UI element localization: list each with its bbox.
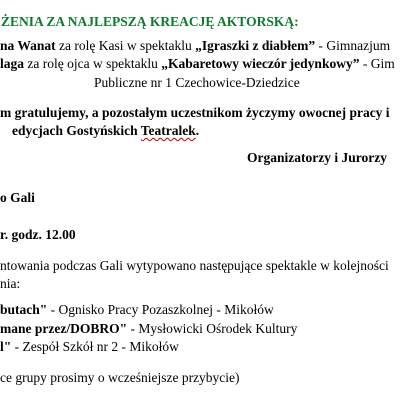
award-entry-1 [0,38,390,54]
performance-item-2 [0,321,297,337]
congrats-line-1: m gratulujemy, a pozostałym uczestnikom życzymy owocnej pracy i [0,105,390,120]
gala-description-line-2: nia: [0,276,21,291]
performance-title: mane przez/DOBRO" [0,321,128,336]
performance-item-3 [0,339,179,355]
signature: Organizatorzy i Jurorzy [247,150,387,165]
performance-details: - Zespół Szkół nr 2 - Mikołów [11,339,179,354]
spellcheck-word: Teatralek [140,123,196,138]
award-entry-2-name: laga [0,56,25,71]
gala-description-line-1: ntowania podczas Gali wytypowano następujące spektakle w kolejności [0,258,389,273]
award-entry-2-text: za rolę ojca w spektaklu [24,56,162,71]
performance-title: butach" [0,302,48,317]
gala-time: r. godz. 12.00 [0,227,76,242]
award-entry-1-school: - Gimnazjum [315,38,391,53]
award-entry-1-play: „Igraszki z diabłem” [195,38,316,53]
congrats-line-2-end: . [195,123,200,138]
congrats-line-2-text: edycjach Gostyńskich [12,123,141,138]
performance-details: - Ognisko Pracy Pozaszkolnej - Mikołów [47,302,274,317]
award-entry-1-text: za rolę Kasi w spektaklu [55,38,196,53]
awards-heading: ŻENIA ZA NAJLEPSZĄ KREACJĘ AKTORSKĄ: [1,14,299,29]
performance-title: l" [0,339,12,354]
award-entry-2-play: „Kabaretowy wieczór jedynkowy” [161,56,360,71]
congrats-line-2 [12,123,199,139]
award-entry-2-continuation: Publiczne nr 1 Czechowice-Dziedzice [94,75,300,90]
award-entry-2 [0,56,395,72]
performance-item-1 [0,302,274,318]
award-entry-1-name: na Wanat [0,38,56,53]
gala-heading: o Gali [0,190,35,205]
award-entry-2-school: - Gim [359,56,395,71]
gala-note: ce grupy prosimy o wcześniejsze przybycie) [0,370,240,385]
performance-details: - Mysłowicki Ośrodek Kultury [127,321,298,336]
